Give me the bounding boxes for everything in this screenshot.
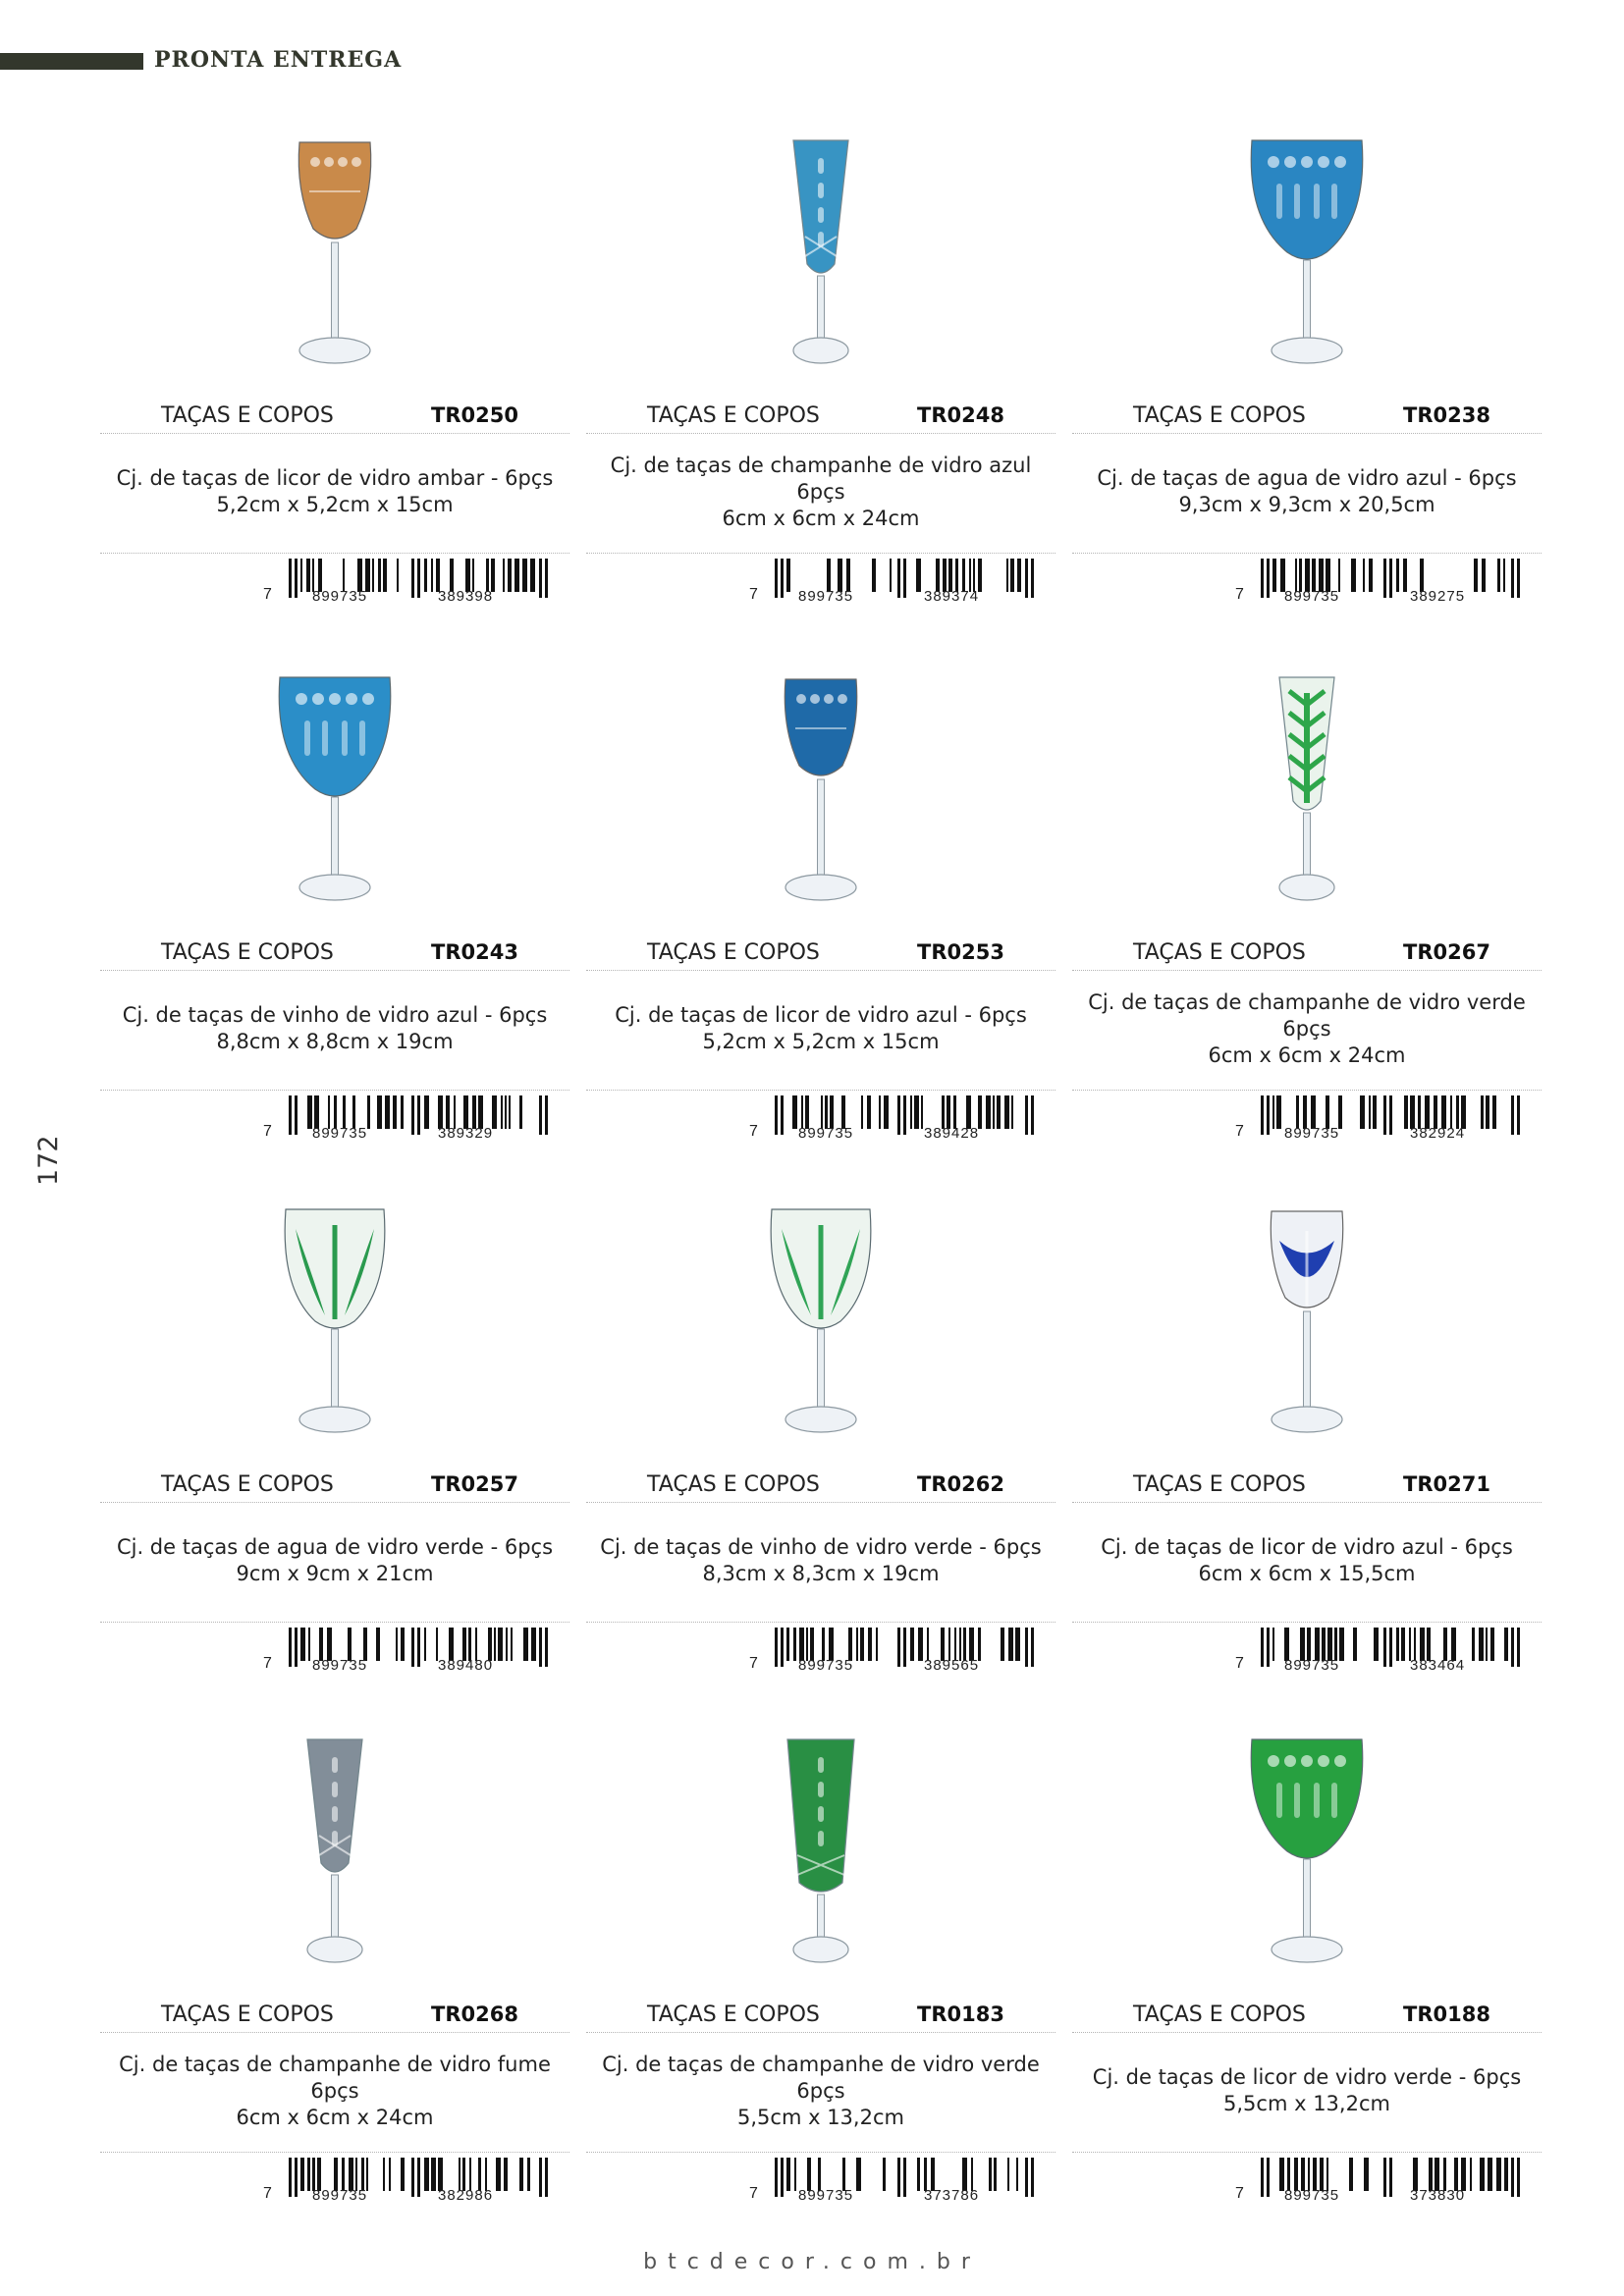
product-code: TR0253 — [917, 940, 1004, 964]
product-description — [100, 2042, 569, 2140]
barcode-bars — [289, 559, 548, 592]
product-category: TAÇAS E COPOS — [647, 2002, 820, 2027]
description-line: Cj. de taças de vinho de vidro verde - 6pçs — [600, 1535, 1042, 1559]
divider — [1072, 1090, 1542, 1091]
barcode-digits-right: 373830 — [1410, 2187, 1466, 2204]
product-photo — [100, 123, 569, 401]
product-card — [1072, 1192, 1542, 1702]
barcode-digits-left: 899735 — [798, 1125, 854, 1142]
product-dimensions: 9,3cm x 9,3cm x 20,5cm — [1178, 493, 1435, 516]
barcode — [1235, 2158, 1520, 2222]
barcode-bars — [1261, 1628, 1520, 1661]
product-card — [1072, 660, 1542, 1170]
barcode-digit: 7 — [1235, 1655, 1244, 1672]
barcode-digits-left: 899735 — [798, 588, 854, 605]
barcode-digit: 7 — [1235, 586, 1244, 603]
barcode-digits-left: 899735 — [1284, 2187, 1340, 2204]
description-line: 6pçs — [1282, 1016, 1331, 1041]
barcode-digits-right: 389398 — [438, 588, 494, 605]
barcode-digit: 7 — [749, 1655, 758, 1672]
product-category: TAÇAS E COPOS — [1133, 940, 1306, 965]
product-photo — [100, 660, 569, 938]
product-photo — [586, 1192, 1056, 1470]
barcode-digits-right: 383464 — [1410, 1657, 1466, 1674]
product-dimensions: 5,5cm x 13,2cm — [1223, 2092, 1390, 2115]
description-line: Cj. de taças de licor de vidro ambar - 6pçs — [116, 466, 554, 490]
divider — [1072, 2152, 1542, 2153]
product-dimensions: 6cm x 6cm x 24cm — [236, 2105, 434, 2129]
divider — [100, 970, 569, 971]
divider — [586, 2152, 1056, 2153]
product-code: TR0271 — [1403, 1472, 1490, 1496]
divider — [100, 1502, 569, 1503]
product-description — [1072, 1512, 1542, 1610]
divider — [1072, 2032, 1542, 2033]
product-description — [100, 1512, 569, 1610]
product-photo — [586, 660, 1056, 938]
product-dimensions: 5,2cm x 5,2cm x 15cm — [216, 493, 454, 516]
description-line: Cj. de taças de licor de vidro azul - 6pçs — [1101, 1535, 1513, 1559]
page-number: 172 — [33, 1135, 64, 1186]
barcode — [749, 1628, 1034, 1692]
barcode-bars — [1261, 1095, 1520, 1129]
barcode-bars — [775, 559, 1034, 592]
barcode-bars — [775, 1095, 1034, 1129]
divider — [586, 1622, 1056, 1623]
divider — [100, 553, 569, 554]
product-code: TR0257 — [431, 1472, 518, 1496]
divider — [586, 433, 1056, 434]
barcode — [263, 1628, 548, 1692]
barcode-digits-right: 389480 — [438, 1657, 494, 1674]
barcode-digit: 7 — [1235, 1123, 1244, 1140]
product-dimensions: 6cm x 6cm x 15,5cm — [1198, 1562, 1416, 1585]
divider — [1072, 433, 1542, 434]
barcode-digits-right: 373786 — [924, 2187, 980, 2204]
product-dimensions: 6cm x 6cm x 24cm — [722, 506, 920, 530]
product-dimensions: 8,8cm x 8,8cm x 19cm — [216, 1030, 454, 1053]
description-line: Cj. de taças de vinho de vidro azul - 6pçs — [122, 1003, 548, 1027]
barcode-bars — [289, 2158, 548, 2191]
product-category: TAÇAS E COPOS — [161, 2002, 334, 2027]
barcode-digits-right: 389275 — [1410, 588, 1466, 605]
barcode — [1235, 1095, 1520, 1160]
barcode-digits-left: 899735 — [312, 2187, 368, 2204]
product-description — [100, 443, 569, 541]
barcode-bars — [289, 1095, 548, 1129]
barcode-digits-right: 389329 — [438, 1125, 494, 1142]
product-photo — [1072, 1192, 1542, 1470]
divider — [1072, 1502, 1542, 1503]
product-dimensions: 5,2cm x 5,2cm x 15cm — [702, 1030, 940, 1053]
barcode-digits-right: 389374 — [924, 588, 980, 605]
product-card — [586, 1722, 1056, 2232]
divider — [100, 1090, 569, 1091]
product-category: TAÇAS E COPOS — [161, 1472, 334, 1497]
barcode-bars — [1261, 2158, 1520, 2191]
barcode — [749, 2158, 1034, 2222]
barcode-digits-left: 899735 — [798, 2187, 854, 2204]
product-dimensions: 9cm x 9cm x 21cm — [236, 1562, 434, 1585]
divider — [586, 970, 1056, 971]
product-photo — [1072, 123, 1542, 401]
barcode — [749, 1095, 1034, 1160]
divider — [1072, 553, 1542, 554]
page-title: PRONTA ENTREGA — [154, 47, 403, 73]
divider — [100, 1622, 569, 1623]
product-card — [100, 123, 569, 633]
product-photo — [586, 1722, 1056, 2001]
divider — [100, 2152, 569, 2153]
barcode-digits-right: 382986 — [438, 2187, 494, 2204]
product-card — [1072, 1722, 1542, 2232]
barcode-bars — [1261, 559, 1520, 592]
product-code: TR0188 — [1403, 2002, 1490, 2026]
divider — [100, 2032, 569, 2033]
barcode — [263, 2158, 548, 2222]
product-photo — [1072, 660, 1542, 938]
divider — [1072, 970, 1542, 971]
product-category: TAÇAS E COPOS — [647, 403, 820, 428]
product-code: TR0183 — [917, 2002, 1004, 2026]
barcode-digits-left: 899735 — [1284, 1657, 1340, 1674]
barcode-digits-left: 899735 — [312, 588, 368, 605]
barcode-digit: 7 — [1235, 2185, 1244, 2202]
barcode-digit: 7 — [749, 2185, 758, 2202]
barcode-digits-left: 899735 — [1284, 1125, 1340, 1142]
product-photo — [100, 1192, 569, 1470]
product-description — [1072, 980, 1542, 1078]
product-description — [586, 2042, 1056, 2140]
product-category: TAÇAS E COPOS — [1133, 403, 1306, 428]
barcode-digit: 7 — [263, 586, 272, 603]
description-line: 6pçs — [310, 2078, 359, 2103]
product-code: TR0248 — [917, 403, 1004, 427]
product-card — [586, 660, 1056, 1170]
barcode — [749, 559, 1034, 623]
product-dimensions: 8,3cm x 8,3cm x 19cm — [702, 1562, 940, 1585]
product-card — [100, 660, 569, 1170]
divider — [1072, 1622, 1542, 1623]
barcode-bars — [775, 2158, 1034, 2191]
description-line: Cj. de taças de agua de vidro azul - 6pçs — [1097, 466, 1517, 490]
barcode-bars — [289, 1628, 548, 1661]
divider — [100, 433, 569, 434]
barcode-digits-right: 389428 — [924, 1125, 980, 1142]
description-line: Cj. de taças de champanhe de vidro fume — [119, 2052, 551, 2076]
product-category: TAÇAS E COPOS — [161, 403, 334, 428]
description-line: Cj. de taças de licor de vidro verde - 6pçs — [1092, 2065, 1522, 2089]
product-code: TR0268 — [431, 2002, 518, 2026]
product-category: TAÇAS E COPOS — [1133, 1472, 1306, 1497]
product-dimensions: 6cm x 6cm x 24cm — [1208, 1042, 1406, 1067]
product-description — [100, 980, 569, 1078]
description-line: Cj. de taças de champanhe de vidro azul 6pçs — [610, 453, 1032, 504]
product-description — [1072, 443, 1542, 541]
product-description — [586, 443, 1056, 541]
barcode-digit: 7 — [263, 1655, 272, 1672]
barcode-bars — [775, 1628, 1034, 1661]
barcode-digits-left: 899735 — [1284, 588, 1340, 605]
product-code: TR0243 — [431, 940, 518, 964]
product-card — [1072, 123, 1542, 633]
product-card — [586, 1192, 1056, 1702]
product-photo — [586, 123, 1056, 401]
barcode-digit: 7 — [749, 586, 758, 603]
barcode — [1235, 559, 1520, 623]
divider — [586, 553, 1056, 554]
product-description — [586, 1512, 1056, 1610]
barcode-digits-right: 382924 — [1410, 1125, 1466, 1142]
description-line: Cj. de taças de champanhe de vidro verde — [602, 2052, 1040, 2076]
product-category: TAÇAS E COPOS — [161, 940, 334, 965]
barcode-digits-left: 899735 — [798, 1657, 854, 1674]
description-line: Cj. de taças de licor de vidro azul - 6pçs — [615, 1003, 1027, 1027]
product-photo — [1072, 1722, 1542, 2001]
product-category: TAÇAS E COPOS — [1133, 2002, 1306, 2027]
product-dimensions: 5,5cm x 13,2cm — [737, 2105, 904, 2129]
description-line: Cj. de taças de champanhe de vidro verde — [1088, 989, 1526, 1014]
description-line: Cj. de taças de agua de vidro verde - 6pçs — [116, 1535, 554, 1559]
barcode-digit: 7 — [263, 2185, 272, 2202]
barcode — [263, 559, 548, 623]
website-footer: btcdecor.com.br — [643, 2250, 981, 2274]
description-line: 6pçs — [796, 2078, 845, 2103]
product-description — [1072, 2042, 1542, 2140]
product-code: TR0238 — [1403, 403, 1490, 427]
product-code: TR0267 — [1403, 940, 1490, 964]
product-code: TR0250 — [431, 403, 518, 427]
barcode-digit: 7 — [263, 1123, 272, 1140]
barcode-digits-left: 899735 — [312, 1125, 368, 1142]
barcode — [1235, 1628, 1520, 1692]
product-card — [586, 123, 1056, 633]
product-card — [100, 1192, 569, 1702]
product-photo — [100, 1722, 569, 2001]
product-code: TR0262 — [917, 1472, 1004, 1496]
product-category: TAÇAS E COPOS — [647, 1472, 820, 1497]
divider — [586, 1090, 1056, 1091]
product-category: TAÇAS E COPOS — [647, 940, 820, 965]
divider — [586, 2032, 1056, 2033]
barcode — [263, 1095, 548, 1160]
divider — [586, 1502, 1056, 1503]
product-description — [586, 980, 1056, 1078]
barcode-digits-right: 389565 — [924, 1657, 980, 1674]
barcode-digit: 7 — [749, 1123, 758, 1140]
barcode-digits-left: 899735 — [312, 1657, 368, 1674]
product-card — [100, 1722, 569, 2232]
